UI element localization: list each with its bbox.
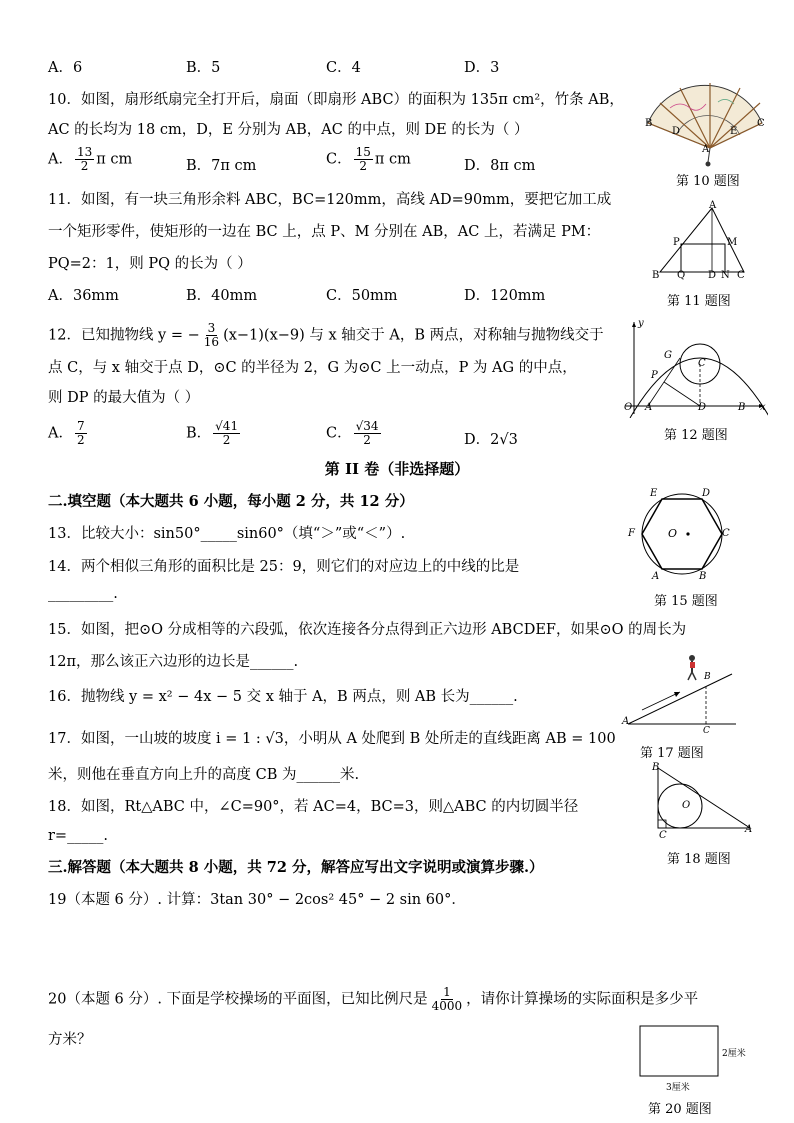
- q13: 13．比较大小：sin50°_____sin60°（填“＞”或“＜”）.: [48, 526, 406, 542]
- fig18-caption: 第 18 题图: [667, 852, 731, 867]
- q10-option-b: B．7π cm: [186, 158, 257, 174]
- fig12-label-c: C: [698, 358, 706, 369]
- q15-line1: 15．如图，把⊙O 分成相等的六段弧，依次连接各分点得到正六边形 ABCDEF，如果⊙O 的周长为: [48, 622, 687, 638]
- fig15-label-c: C: [722, 528, 730, 539]
- q9-option-a: A．6: [48, 60, 83, 76]
- q12-line2: 点 C，与 x 轴交于点 D，⊙C 的半径为 2，G 为⊙C 上一动点，P 为 AG 的中点，: [48, 360, 577, 376]
- solve-header: 三.解答题（本大题共 8 小题，共 72 分，解答应写出文字说明或演算步骤.）: [48, 859, 544, 876]
- fig11-label-q: Q: [677, 270, 686, 281]
- q11-option-b: B．40mm: [186, 288, 258, 304]
- q12-option-a: A． $\frac{7}{2}$: [48, 419, 85, 447]
- q14-line1: 14．两个相似三角形的面积比是 25：9，则它们的对应边上的中线的比是: [48, 559, 520, 575]
- fig17-label-c: C: [703, 726, 710, 736]
- q14-line2: _________.: [48, 586, 118, 602]
- q17-line1: 17．如图，一山坡的坡度 i = 1 : √3，小明从 A 处爬到 B 处所走的直线距离 AB = 100: [48, 731, 616, 747]
- fig11-label-n: N: [721, 270, 730, 281]
- q12-line1: 12．已知抛物线 y = − $\frac{3}{16}$ (x−1)(x−9) 与 x 轴交于 A，B 两点，对称轴与抛物线交于: [48, 321, 604, 349]
- fill-in-header: 二.填空题（本大题共 6 小题，每小题 2 分，共 12 分）: [48, 493, 414, 510]
- hexagon-figure: [630, 488, 734, 584]
- fan-label-e: E: [730, 126, 738, 137]
- fig11-label-c: C: [737, 270, 745, 281]
- q20-line2: 方米？: [48, 1032, 92, 1048]
- fig18-label-o: O: [682, 800, 691, 811]
- q17-line2: 米，则他在垂直方向上升的高度 CB 为______米.: [48, 767, 360, 783]
- playground-rectangle: [636, 1022, 722, 1080]
- fig15-label-b: B: [699, 571, 707, 582]
- fig15-label-d: D: [702, 488, 711, 499]
- fig15-label-o: O: [668, 527, 678, 540]
- fig11-label-d: D: [708, 270, 717, 281]
- q9-option-c: C．4: [326, 60, 361, 76]
- fig15-caption: 第 15 题图: [654, 594, 718, 609]
- q10-option-c: C． $\frac{15}{2}$ π cm: [326, 145, 411, 173]
- q9-option-b: B．5: [186, 60, 221, 76]
- fig12-caption: 第 12 题图: [664, 428, 728, 443]
- q11-line3: PQ=2：1，则 PQ 的长为（ ）: [48, 256, 252, 272]
- q12-line3: 则 DP 的最大值为（ ）: [48, 390, 200, 406]
- fig18-label-c: C: [659, 830, 667, 841]
- fig12-label-x: x: [760, 402, 766, 413]
- fig17-caption: 第 17 题图: [640, 746, 704, 761]
- fig15-label-a: A: [652, 571, 660, 582]
- fan-label-c: C: [757, 118, 765, 129]
- fan-label-a: A: [702, 144, 710, 155]
- q12-option-b: B． $\frac{√41}{2}$: [186, 419, 239, 447]
- q11-option-d: D．120mm: [464, 288, 546, 304]
- q15-line2: 12π，那么该正六边形的边长是______.: [48, 654, 299, 670]
- q18-line2: r=_____.: [48, 828, 108, 844]
- fig12-label-o: O: [624, 402, 633, 413]
- fig12-label-a: A: [645, 402, 653, 413]
- fig12-label-g: G: [664, 350, 672, 361]
- fig20-height-label: 2厘米: [722, 1049, 746, 1059]
- fig15-label-e: E: [650, 488, 658, 499]
- q16: 16．抛物线 y = x² − 4x − 5 交 x 轴于 A，B 两点，则 AB 长为______.: [48, 689, 518, 705]
- fan-label-d: D: [672, 126, 681, 137]
- fig10-caption: 第 10 题图: [676, 174, 740, 189]
- q20-line1: 20（本题 6 分）. 下面是学校操场的平面图，已知比例尺是 $\frac{1}{4000}$ ，请你计算操场的实际面积是多少平: [48, 985, 699, 1013]
- parabola-figure: [618, 318, 768, 418]
- fig11-label-p: P: [673, 237, 680, 248]
- incircle-figure: [650, 762, 754, 836]
- fig12-label-b: B: [738, 402, 746, 413]
- q11-line2: 一个矩形零件，使矩形的一边在 BC 上，点 P、M 分别在 AB，AC 上，若满足 PM：: [48, 224, 601, 240]
- q9-option-d: D．3: [464, 60, 500, 76]
- fig18-label-a: A: [745, 824, 753, 835]
- q11-line1: 11．如图，有一块三角形余料 ABC，BC=120mm，高线 AD=90mm，要把它加工成: [48, 192, 612, 208]
- fig20-width-label: 3厘米: [666, 1083, 690, 1093]
- fig11-label-b: B: [652, 270, 660, 281]
- fan-label-b: B: [645, 118, 653, 129]
- fig11-caption: 第 11 题图: [667, 294, 731, 309]
- q19: 19（本题 6 分）. 计算：3tan 30° − 2cos² 45° − 2 sin 60°．: [48, 892, 466, 908]
- q11-option-c: C．50mm: [326, 288, 398, 304]
- q10-option-a: A． $\frac{13}{2}$ π cm: [48, 145, 133, 173]
- fig17-label-b: B: [704, 672, 711, 682]
- fig20-caption: 第 20 题图: [648, 1102, 712, 1117]
- fig12-label-d: D: [698, 402, 707, 413]
- fig15-label-f: F: [628, 528, 635, 539]
- q10-line2: AC 的长均为 18 cm，D，E 分别为 AB，AC 的中点，则 DE 的长为（ ）: [48, 122, 529, 138]
- q18-line1: 18．如图，Rt△ABC 中，∠C=90°，若 AC=4，BC=3，则△ABC 的内切圆半径: [48, 799, 579, 815]
- fig18-label-b: B: [652, 762, 660, 773]
- fig11-label-a: A: [709, 200, 717, 211]
- q12-option-d: D．2√3: [464, 432, 518, 448]
- fig12-label-p: P: [651, 370, 658, 381]
- fig17-label-a: A: [622, 716, 630, 727]
- fig12-label-y: y: [638, 318, 644, 329]
- fig11-label-m: M: [727, 237, 738, 248]
- slope-figure: [620, 652, 740, 732]
- q11-option-a: A．36mm: [48, 288, 119, 304]
- section2-title: 第 II 卷（非选择题）: [324, 460, 470, 478]
- q10-line1: 10．如图，扇形纸扇完全打开后，扇面（即扇形 ABC）的面积为 135π cm²，竹条 AB，: [48, 92, 624, 108]
- q10-option-d: D．8π cm: [464, 158, 536, 174]
- q12-option-c: C． $\frac{√34}{2}$: [326, 419, 379, 447]
